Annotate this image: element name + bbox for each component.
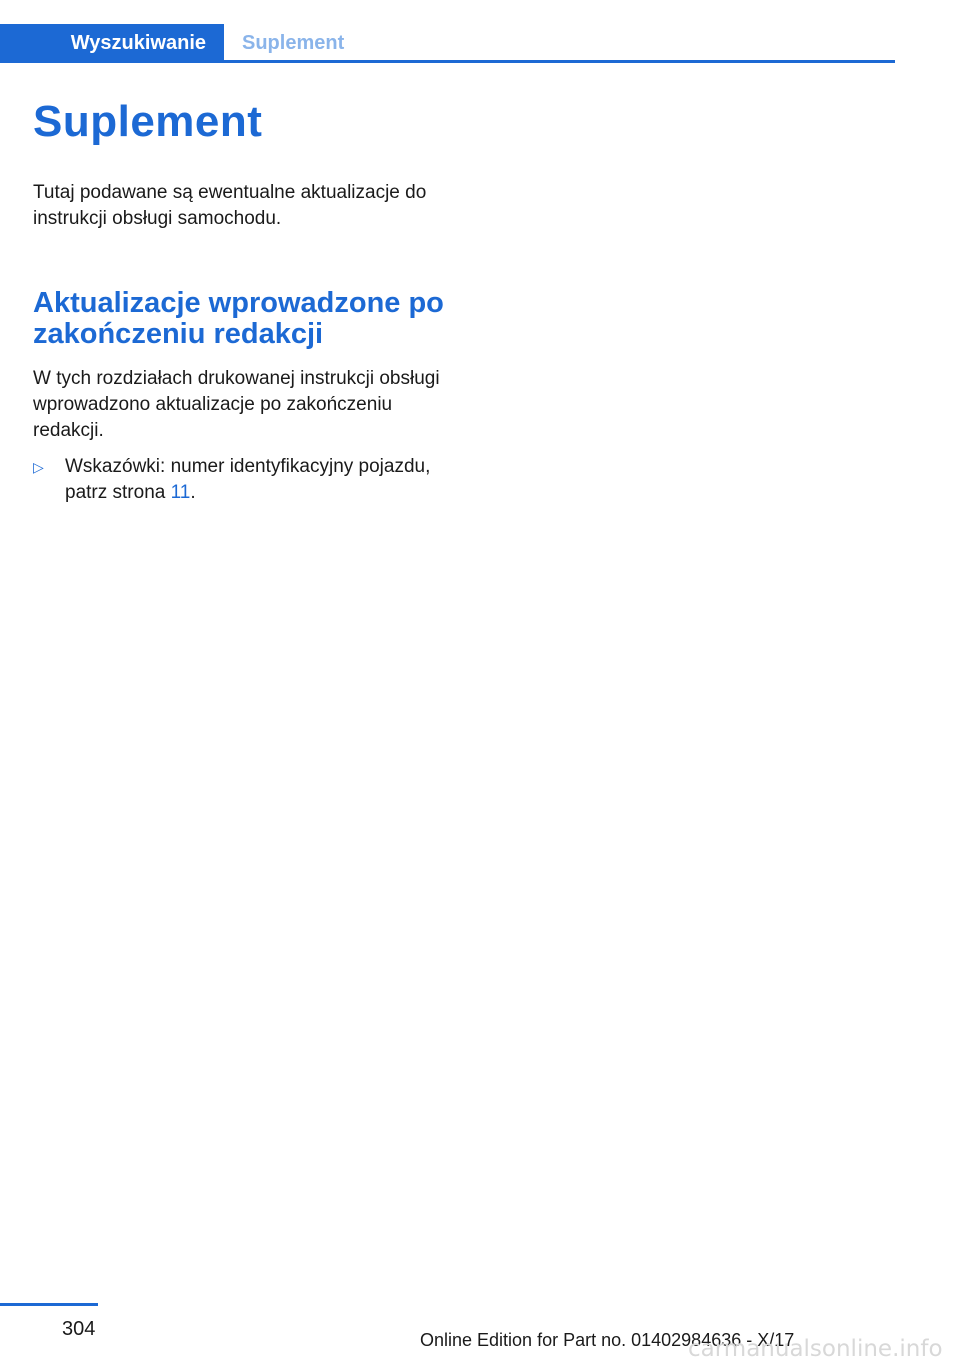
watermark: carmanualsonline.info [688, 1336, 943, 1362]
footer-divider [0, 1303, 98, 1306]
tab-suplement[interactable]: Suplement [242, 32, 345, 54]
section-body: W tych rozdziałach drukowanej instrukcji obsługi wprowadzono aktualizacje po zakończeniu redakcji. [33, 368, 440, 441]
section-title: Aktualizacje wprowadzone po zakończeniu redakcji [33, 287, 444, 350]
page-title: Suplement [33, 97, 263, 146]
list-item-text [65, 454, 453, 506]
list-item-label: Wskazówki: numer identyfikacyjny pojazdu, patrz strona [65, 456, 431, 503]
list-item [33, 454, 453, 506]
list-item-suffix: . [190, 482, 196, 503]
triangle-bullet-icon: ▷ [33, 459, 44, 475]
main-content [33, 92, 453, 506]
page-number: 304 [62, 1318, 96, 1340]
header-tab-bar [0, 24, 895, 62]
intro-paragraph: Tutaj podawane są ewentualne aktualizacje do instrukcji obsługi samochodu. [33, 182, 427, 229]
page-reference-link[interactable]: 11 [170, 482, 191, 503]
header-divider [0, 60, 895, 63]
edition-note: Online Edition for Part no. 01402984636 - X/17 [420, 1330, 795, 1350]
tab-wyszukiwanie[interactable]: Wyszukiwanie [0, 24, 224, 62]
